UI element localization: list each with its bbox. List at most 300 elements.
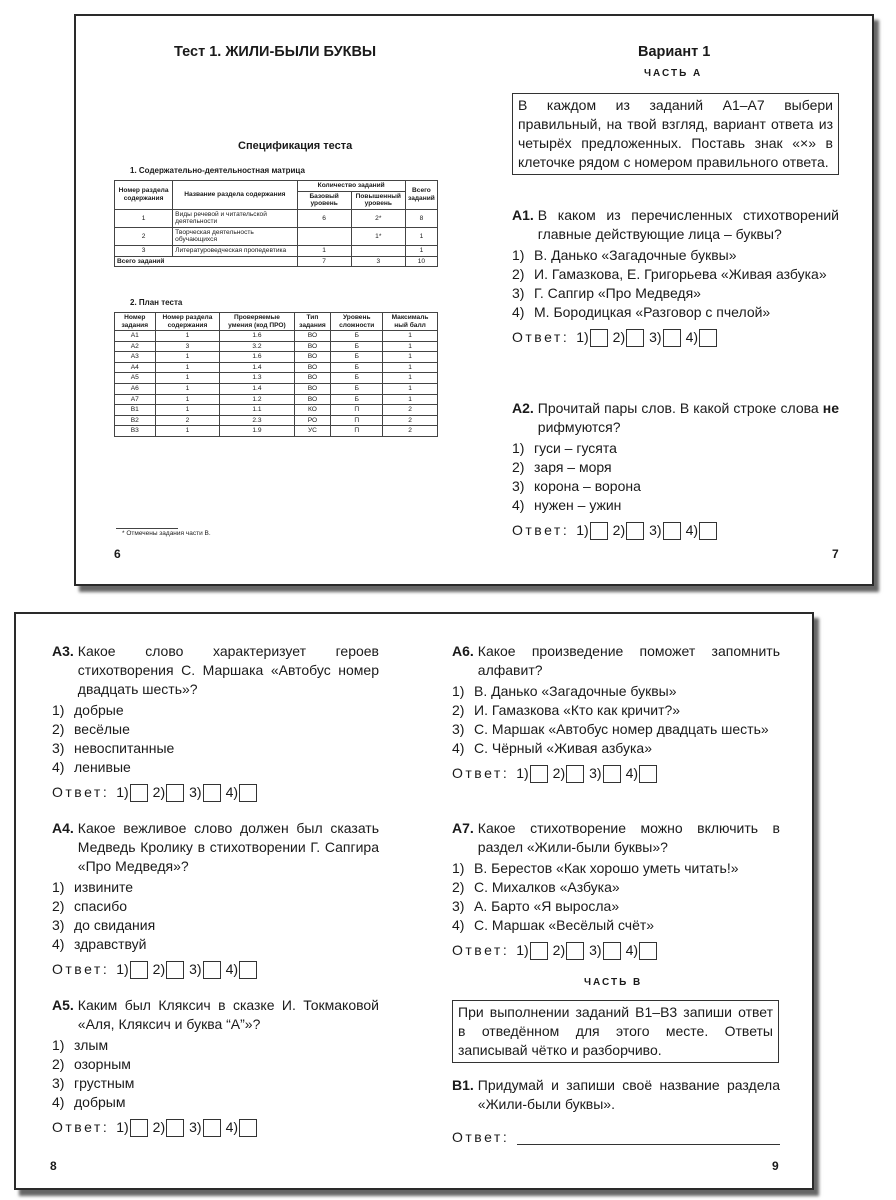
answer-row: [52, 783, 379, 802]
cell: 2: [383, 426, 438, 437]
answer-choice-number: 4): [225, 784, 239, 800]
plan-header-cell: Максималь ный балл: [383, 313, 438, 331]
cell: 1: [383, 362, 438, 373]
cell: ВО: [294, 352, 331, 363]
option-item: [452, 897, 780, 916]
option-text: И. Гамазкова «Кто как кричит?»: [474, 702, 681, 718]
option-item: [512, 284, 839, 303]
option-number: 1): [52, 1037, 65, 1053]
option-text: С. Михалков «Азбука»: [474, 879, 620, 895]
option-item: [52, 935, 379, 954]
option-text: заря – моря: [534, 459, 612, 475]
answer-label: Ответ:: [512, 329, 570, 345]
answer-checkbox[interactable]: [130, 784, 148, 802]
answer-row: [512, 521, 839, 540]
answer-choice-number: 1): [116, 784, 129, 800]
answer-choice-number: 4): [685, 522, 699, 538]
option-number: 1): [52, 879, 65, 895]
test-title: Тест 1. ЖИЛИ-БЫЛИ БУКВЫ: [174, 44, 377, 60]
option-item: [52, 1055, 379, 1074]
text-emphasis: не: [822, 400, 839, 416]
answer-checkbox[interactable]: [530, 942, 548, 960]
option-text: здравствуй: [74, 936, 147, 952]
cell: 3: [155, 341, 220, 352]
table-row: [115, 246, 438, 257]
options-list: [512, 439, 839, 515]
option-text: С. Маршак «Автобус номер двадцать шесть»: [474, 721, 769, 737]
option-text: спасибо: [74, 898, 127, 914]
option-number: 4): [52, 1094, 65, 1110]
answer-choice-number: 2): [152, 1119, 166, 1135]
cell: А5: [115, 373, 156, 384]
answer-label: Ответ:: [52, 961, 110, 977]
part-a-title: ЧАСТЬ А: [644, 68, 703, 79]
cell: 1: [383, 373, 438, 384]
option-number: 2): [52, 898, 65, 914]
option-item: [512, 303, 839, 322]
cell: 2: [155, 415, 220, 426]
answer-choice-number: 3): [589, 942, 602, 958]
option-number: 1): [452, 683, 465, 699]
cell: 1: [383, 384, 438, 395]
option-number: 1): [452, 860, 465, 876]
variant-title: Вариант 1: [638, 44, 711, 60]
answer-choice-number: 3): [189, 784, 202, 800]
answer-checkbox[interactable]: [639, 765, 657, 783]
answer-label: Ответ:: [452, 765, 510, 781]
question-text: Придумай и запиши своё название раздела «Жили-были буквы».: [477, 1077, 780, 1112]
answer-checkbox[interactable]: [699, 329, 717, 347]
cell: 1.1: [220, 405, 294, 416]
page-number-7: 7: [832, 547, 839, 561]
matrix-table: [114, 180, 438, 267]
question-a6: [452, 642, 780, 783]
matrix-header-section-name: Название раздела содержания: [173, 181, 297, 210]
answer-checkbox[interactable]: [239, 961, 257, 979]
question-head: [452, 642, 780, 680]
option-item: [52, 916, 379, 935]
page-number-9: 9: [772, 1159, 779, 1173]
text-part: Прочитай пары слов. В какой строке слова: [537, 400, 823, 416]
answer-choice-number: 2): [612, 522, 626, 538]
question-text: Какое произведение поможет запомнить алфавит?: [477, 643, 780, 678]
option-number: 1): [512, 440, 525, 456]
answer-choice-number: 4): [625, 765, 639, 781]
option-item: [52, 720, 379, 739]
matrix-header-section-num: Номер раздела содержания: [115, 181, 173, 210]
option-item: [452, 739, 780, 758]
table-row: [115, 415, 438, 426]
answer-checkbox[interactable]: [130, 961, 148, 979]
option-text: С. Маршак «Весёлый счёт»: [474, 917, 655, 933]
cell: 2.3: [220, 415, 294, 426]
option-text: В. Берестов «Как хорошо уметь читать!»: [474, 860, 739, 876]
option-text: корона – ворона: [534, 478, 641, 494]
table-row: [115, 405, 438, 416]
cell: В3: [115, 426, 156, 437]
plan-header-cell: Уровень сложности: [331, 313, 383, 331]
matrix-header-basic: Базовый уровень: [297, 191, 351, 209]
question-head: [452, 819, 780, 857]
answer-choice-number: 2): [152, 961, 166, 977]
cell: 1: [155, 384, 220, 395]
answer-checkbox[interactable]: [239, 784, 257, 802]
footnote: * Отмечены задания части В.: [122, 530, 211, 537]
answer-checkbox[interactable]: [566, 765, 584, 783]
cell: Б: [331, 373, 383, 384]
option-item: [512, 496, 839, 515]
options-list: [452, 859, 780, 935]
option-number: 4): [52, 936, 65, 952]
cell: 6: [297, 209, 351, 227]
option-item: [52, 758, 379, 777]
option-text: озорным: [74, 1056, 131, 1072]
answer-choice-number: 2): [152, 784, 166, 800]
option-text: А. Барто «Я выросла»: [474, 898, 620, 914]
cell: Б: [331, 331, 383, 342]
cell: А7: [115, 394, 156, 405]
cell: ВО: [294, 373, 331, 384]
matrix-title: 1. Содержательно-деятельностная матрица: [130, 166, 305, 175]
question-a3: [52, 642, 379, 802]
option-item: [52, 739, 379, 758]
answer-checkbox[interactable]: [166, 784, 184, 802]
plan-title: 2. План теста: [130, 298, 183, 307]
question-text: [538, 399, 839, 437]
cell: 1: [155, 405, 220, 416]
cell: А1: [115, 331, 156, 342]
cell: 1: [405, 246, 437, 257]
page-number-6: 6: [114, 547, 121, 561]
question-a7: [452, 819, 780, 960]
question-a1: [512, 206, 839, 347]
answer-checkbox[interactable]: [130, 1119, 148, 1137]
answer-choice-number: 2): [612, 329, 626, 345]
option-item: [452, 701, 780, 720]
table-row: [115, 352, 438, 363]
option-number: 1): [52, 702, 65, 718]
answer-checkbox[interactable]: [603, 765, 621, 783]
cell: П: [331, 426, 383, 437]
options-list: [52, 701, 379, 777]
option-item: [52, 878, 379, 897]
answer-choice-number: 2): [552, 765, 566, 781]
cell: [351, 246, 405, 257]
question-a5: [52, 996, 379, 1137]
question-text: Какое вежливое слово должен был сказать Медведь Кролику в стихотворении Г. Сапгира «Про Медведя»?: [77, 820, 379, 874]
option-item: [512, 458, 839, 477]
answer-checkbox[interactable]: [590, 522, 608, 540]
option-item: [52, 1036, 379, 1055]
answer-label: Ответ:: [512, 522, 570, 538]
question-head: [52, 819, 379, 876]
cell: 3.2: [220, 341, 294, 352]
question-a2: [512, 399, 839, 540]
cell: Б: [331, 352, 383, 363]
option-item: [452, 878, 780, 897]
cell: 1: [155, 373, 220, 384]
answer-label: Ответ:: [52, 784, 110, 800]
answer-row: [452, 764, 780, 783]
instruction-box-b: При выполнении заданий В1–В3 запиши ответ в отведённом для этого месте. Ответы записывай чётко и разборчиво.: [452, 1000, 779, 1063]
answer-choice-number: 3): [189, 961, 202, 977]
cell: 1.9: [220, 426, 294, 437]
cell: А6: [115, 384, 156, 395]
cell: ВО: [294, 384, 331, 395]
option-text: до свидания: [74, 917, 156, 933]
option-number: 3): [452, 721, 465, 737]
cell: Б: [331, 362, 383, 373]
question-text: Какое слово характеризует героев стихотворения С. Маршака «Автобус номер двадцать шесть»?: [77, 643, 379, 697]
question-number: В1.: [452, 1077, 474, 1093]
answer-choice-number: 4): [225, 961, 239, 977]
question-b1: [452, 1076, 780, 1147]
table-row: [115, 362, 438, 373]
cell: Б: [331, 341, 383, 352]
matrix-header-advanced: Повышенный уровень: [351, 191, 405, 209]
plan-header-cell: Тип задания: [294, 313, 331, 331]
option-number: 4): [452, 740, 465, 756]
cell: 2: [383, 415, 438, 426]
option-text: И. Гамазкова, Е. Григорьева «Живая азбука»: [534, 266, 827, 282]
options-list: [452, 682, 780, 758]
option-text: невоспитанные: [74, 740, 175, 756]
cell: А2: [115, 341, 156, 352]
page-number-8: 8: [50, 1159, 57, 1173]
answer-choice-number: 2): [552, 942, 566, 958]
matrix-header-count: Количество заданий: [297, 181, 405, 192]
cell: 1: [155, 362, 220, 373]
answer-choice-number: 1): [576, 522, 589, 538]
answer-choice-number: 3): [649, 522, 662, 538]
cell: 1: [405, 227, 437, 245]
question-head: [512, 206, 839, 244]
option-number: 4): [512, 497, 525, 513]
option-number: 3): [52, 917, 65, 933]
option-text: М. Бородицкая «Разговор с пчелой»: [534, 304, 771, 320]
answer-checkbox[interactable]: [699, 522, 717, 540]
cell: 1.6: [220, 352, 294, 363]
answer-line[interactable]: [517, 1131, 780, 1145]
answer-checkbox[interactable]: [663, 522, 681, 540]
answer-choice-number: 1): [576, 329, 589, 345]
table-row: [115, 209, 438, 227]
cell: 1: [383, 341, 438, 352]
cell: Виды речевой и читательской деятельности: [173, 209, 297, 227]
option-item: [512, 439, 839, 458]
cell: 1.6: [220, 331, 294, 342]
options-list: [52, 1036, 379, 1112]
cell: 2*: [351, 209, 405, 227]
table-row: [115, 341, 438, 352]
cell: 1: [383, 331, 438, 342]
question-number: А7.: [452, 820, 474, 836]
answer-row: [52, 960, 379, 979]
table-row: [115, 426, 438, 437]
option-item: [52, 701, 379, 720]
plan-header-cell: Номер задания: [115, 313, 156, 331]
answer-checkbox[interactable]: [663, 329, 681, 347]
table-row: [115, 331, 438, 342]
part-b-title: ЧАСТЬ В: [584, 977, 643, 988]
cell: 10: [405, 256, 437, 267]
cell: ВО: [294, 341, 331, 352]
option-item: [52, 897, 379, 916]
answer-checkbox[interactable]: [626, 522, 644, 540]
question-number: А6.: [452, 643, 474, 659]
answer-choice-number: 3): [649, 329, 662, 345]
cell: ВО: [294, 394, 331, 405]
option-number: 2): [52, 721, 65, 737]
cell: 1: [155, 394, 220, 405]
option-number: 4): [452, 917, 465, 933]
plan-header-cell: Проверяемые умения (код ПРО): [220, 313, 294, 331]
question-number: А1.: [512, 207, 534, 223]
option-number: 3): [512, 285, 525, 301]
cell: [297, 227, 351, 245]
option-text: Г. Сапгир «Про Медведя»: [534, 285, 701, 301]
answer-choice-number: 1): [116, 1119, 129, 1135]
answer-checkbox[interactable]: [166, 961, 184, 979]
answer-choice-number: 3): [589, 765, 602, 781]
cell: 1*: [351, 227, 405, 245]
answer-row: [452, 941, 780, 960]
option-text: грустным: [74, 1075, 135, 1091]
option-item: [452, 682, 780, 701]
question-number: А4.: [52, 820, 74, 836]
answer-checkbox[interactable]: [203, 961, 221, 979]
question-number: А2.: [512, 400, 534, 416]
option-number: 2): [452, 879, 465, 895]
cell: 7: [297, 256, 351, 267]
answer-checkbox[interactable]: [603, 942, 621, 960]
plan-header-cell: Номер раздела содержания: [155, 313, 220, 331]
option-text: ленивые: [74, 759, 131, 775]
cell: П: [331, 415, 383, 426]
answer-choice-number: 4): [625, 942, 639, 958]
cell: 2: [115, 227, 173, 245]
cell: Б: [331, 394, 383, 405]
table-row-total: [115, 256, 438, 267]
cell: 8: [405, 209, 437, 227]
option-number: 2): [52, 1056, 65, 1072]
answer-checkbox[interactable]: [203, 784, 221, 802]
cell: 1.4: [220, 384, 294, 395]
spread-pages-8-9: [14, 612, 814, 1190]
answer-row: [512, 328, 839, 347]
instruction-box: В каждом из заданий А1–А7 выбери правильный, на твой взгляд, вариант ответа из четырёх предложенных. Поставь знак «×» в клеточке рядом с номером правильного ответа.: [512, 93, 839, 175]
cell: ВО: [294, 331, 331, 342]
answer-checkbox[interactable]: [203, 1119, 221, 1137]
answer-checkbox[interactable]: [166, 1119, 184, 1137]
cell: 1: [155, 426, 220, 437]
option-text: злым: [74, 1037, 109, 1053]
answer-label: Ответ:: [52, 1119, 110, 1135]
cell: В2: [115, 415, 156, 426]
option-text: извините: [74, 879, 134, 895]
cell: Б: [331, 384, 383, 395]
cell: Литературоведческая пропедевтика: [173, 246, 297, 257]
answer-label: Ответ:: [452, 1129, 510, 1145]
option-item: [452, 916, 780, 935]
option-text: гуси – гусята: [534, 440, 617, 456]
footnote-divider: [116, 528, 178, 529]
answer-checkbox[interactable]: [566, 942, 584, 960]
text-part: рифмуются?: [537, 419, 621, 435]
answer-choice-number: 3): [189, 1119, 202, 1135]
option-text: В. Данько «Загадочные буквы»: [474, 683, 677, 699]
answer-checkbox[interactable]: [530, 765, 548, 783]
cell: 3: [351, 256, 405, 267]
cell: РО: [294, 415, 331, 426]
option-item: [452, 859, 780, 878]
answer-checkbox[interactable]: [639, 942, 657, 960]
answer-checkbox[interactable]: [590, 329, 608, 347]
option-text: нужен – ужин: [534, 497, 622, 513]
cell: 1.3: [220, 373, 294, 384]
question-number: А3.: [52, 643, 74, 659]
option-number: 3): [52, 740, 65, 756]
specification-title: Спецификация теста: [238, 140, 353, 152]
answer-choice-number: 4): [225, 1119, 239, 1135]
cell: П: [331, 405, 383, 416]
question-head: [52, 642, 379, 699]
matrix-header-total: Всего заданий: [405, 181, 437, 210]
spread-pages-6-7: [74, 14, 874, 586]
option-text: В. Данько «Загадочные буквы»: [534, 247, 737, 263]
cell: 2: [383, 405, 438, 416]
cell: ВО: [294, 362, 331, 373]
option-number: 3): [452, 898, 465, 914]
options-list: [512, 246, 839, 322]
option-text: добрые: [74, 702, 124, 718]
answer-choice-number: 1): [116, 961, 129, 977]
option-number: 2): [512, 266, 525, 282]
cell: 1: [155, 331, 220, 342]
options-list: [52, 878, 379, 954]
answer-label: Ответ:: [452, 942, 510, 958]
cell: 1: [155, 352, 220, 363]
cell: 1: [297, 246, 351, 257]
option-number: 1): [512, 247, 525, 263]
answer-row: [452, 1128, 780, 1147]
cell: А3: [115, 352, 156, 363]
option-number: 4): [512, 304, 525, 320]
table-row: [115, 384, 438, 395]
question-text: Каким был Кляксич в сказке И. Токмаковой «Аля, Кляксич и буква “А”»?: [77, 997, 379, 1032]
question-head: [52, 996, 379, 1034]
cell: А4: [115, 362, 156, 373]
cell: 1.2: [220, 394, 294, 405]
option-number: 2): [512, 459, 525, 475]
option-text: С. Чёрный «Живая азбука»: [474, 740, 652, 756]
cell: УС: [294, 426, 331, 437]
answer-choice-number: 1): [516, 942, 529, 958]
option-item: [512, 265, 839, 284]
cell: КО: [294, 405, 331, 416]
cell: 1: [383, 394, 438, 405]
table-row: [115, 227, 438, 245]
answer-choice-number: 4): [685, 329, 699, 345]
cell: 1.4: [220, 362, 294, 373]
plan-table: [114, 312, 438, 437]
table-row: [115, 394, 438, 405]
answer-checkbox[interactable]: [239, 1119, 257, 1137]
cell: 1: [115, 209, 173, 227]
answer-checkbox[interactable]: [626, 329, 644, 347]
cell: Творческая деятельность обучающихся: [173, 227, 297, 245]
question-number: А5.: [52, 997, 74, 1013]
